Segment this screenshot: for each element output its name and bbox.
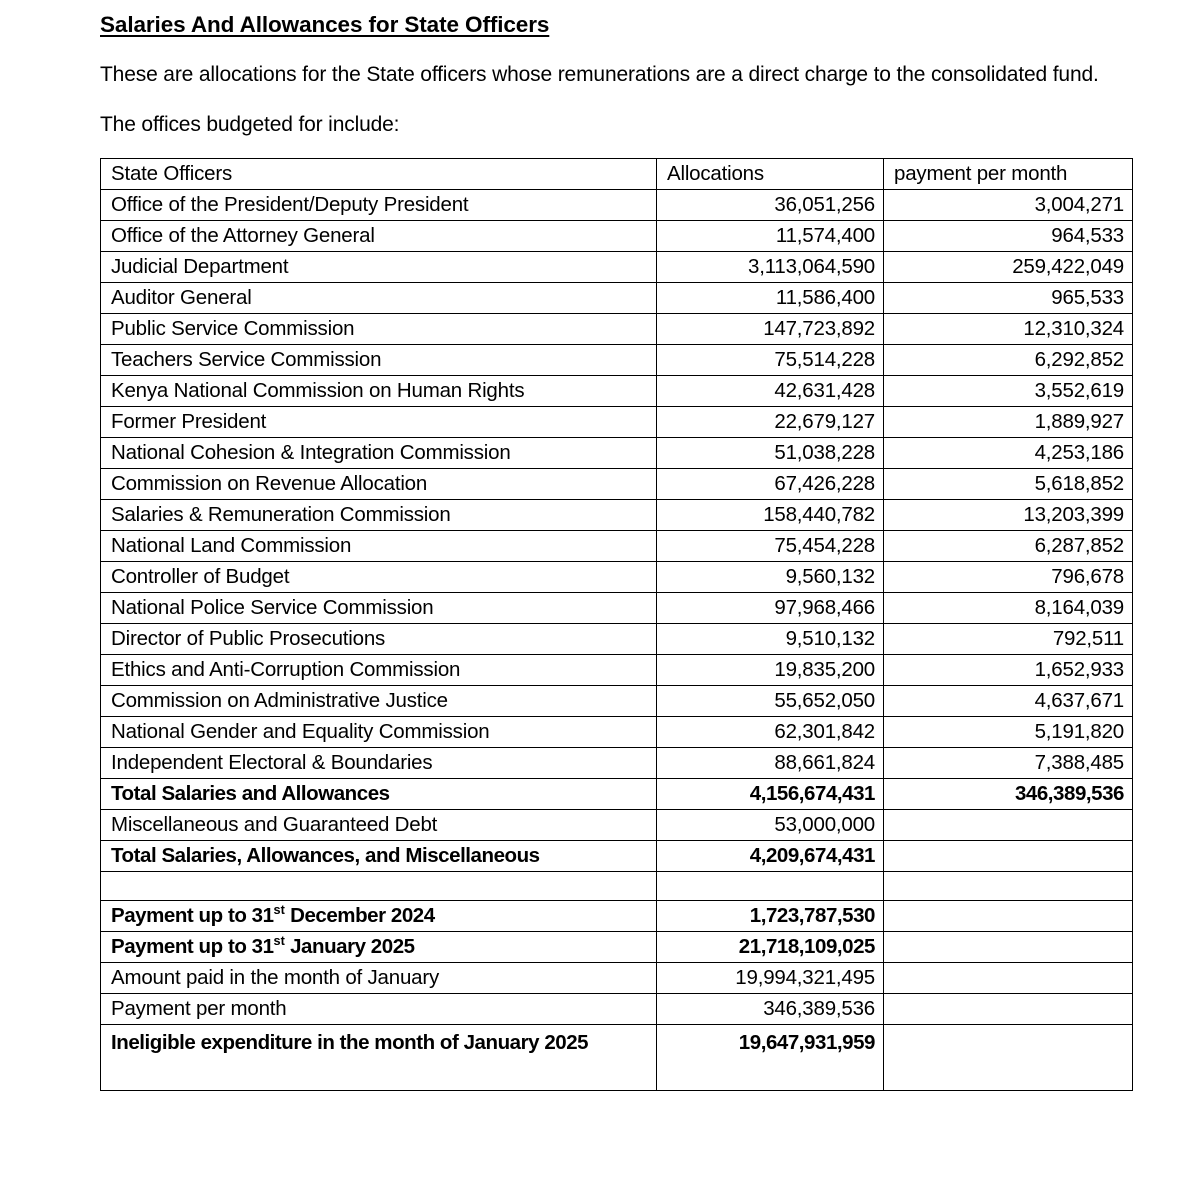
cell-allocation: 9,560,132	[657, 562, 884, 593]
intro-paragraph-2: The offices budgeted for include:	[100, 113, 400, 136]
cell-payment-per-month: 1,889,927	[884, 407, 1133, 438]
table-row	[101, 190, 1133, 221]
cell-payment-per-month: 12,310,324	[884, 314, 1133, 345]
cell-state-officer: Judicial Department	[101, 252, 657, 283]
cell-payment-per-month: 13,203,399	[884, 500, 1133, 531]
cell-payment-per-month: 4,637,671	[884, 686, 1133, 717]
table-row	[101, 252, 1133, 283]
cell-state-officer: Ethics and Anti-Corruption Commission	[101, 655, 657, 686]
table-row	[101, 841, 1133, 872]
cell-state-officer: Payment up to 31st January 2025	[101, 932, 657, 963]
cell-state-officer: Auditor General	[101, 283, 657, 314]
column-header-payment-per-month: payment per month	[884, 159, 1133, 190]
cell-allocation: 147,723,892	[657, 314, 884, 345]
cell-state-officer: Commission on Administrative Justice	[101, 686, 657, 717]
cell-allocation: 19,647,931,959	[657, 1025, 884, 1091]
cell-payment-per-month	[884, 810, 1133, 841]
ordinal-suffix: st	[273, 933, 285, 949]
cell-payment-per-month: 792,511	[884, 624, 1133, 655]
cell-state-officer: Kenya National Commission on Human Rights	[101, 376, 657, 407]
cell-allocation: 3,113,064,590	[657, 252, 884, 283]
cell-allocation: 158,440,782	[657, 500, 884, 531]
table-row	[101, 438, 1133, 469]
cell-payment-per-month: 5,191,820	[884, 717, 1133, 748]
cell-allocation: 75,454,228	[657, 531, 884, 562]
table-row	[101, 562, 1133, 593]
table-row	[101, 345, 1133, 376]
cell-payment-per-month	[884, 932, 1133, 963]
cell-allocation: 9,510,132	[657, 624, 884, 655]
cell-allocation: 67,426,228	[657, 469, 884, 500]
table-row	[101, 963, 1133, 994]
cell-payment-per-month: 796,678	[884, 562, 1133, 593]
cell-state-officer: Amount paid in the month of January	[101, 963, 657, 994]
table-row	[101, 500, 1133, 531]
cell-state-officer: Miscellaneous and Guaranteed Debt	[101, 810, 657, 841]
cell-allocation: 346,389,536	[657, 994, 884, 1025]
intro-paragraph-1: These are allocations for the State officers whose remunerations are a direct charge to the consolidated fund.	[100, 63, 1099, 86]
cell-allocation: 11,574,400	[657, 221, 884, 252]
table-row	[101, 655, 1133, 686]
table-row	[101, 283, 1133, 314]
table-row	[101, 593, 1133, 624]
cell-state-officer: Commission on Revenue Allocation	[101, 469, 657, 500]
cell-state-officer: National Land Commission	[101, 531, 657, 562]
cell-payment-per-month: 5,618,852	[884, 469, 1133, 500]
cell-allocation: 19,994,321,495	[657, 963, 884, 994]
cell-state-officer: National Cohesion & Integration Commission	[101, 438, 657, 469]
cell-allocation: 75,514,228	[657, 345, 884, 376]
cell-allocation: 51,038,228	[657, 438, 884, 469]
cell-payment-per-month	[884, 841, 1133, 872]
cell-allocation: 53,000,000	[657, 810, 884, 841]
cell-state-officer: Teachers Service Commission	[101, 345, 657, 376]
page-title: Salaries And Allowances for State Officers	[100, 12, 550, 37]
table-row	[101, 901, 1133, 932]
cell-state-officer: Former President	[101, 407, 657, 438]
table-row	[101, 314, 1133, 345]
cell-state-officer	[101, 872, 657, 901]
cell-state-officer: Office of the President/Deputy President	[101, 190, 657, 221]
cell-payment-per-month: 4,253,186	[884, 438, 1133, 469]
cell-allocation: 11,586,400	[657, 283, 884, 314]
table-row	[101, 531, 1133, 562]
table-header-row	[101, 159, 1133, 190]
cell-state-officer: National Gender and Equality Commission	[101, 717, 657, 748]
cell-payment-per-month	[884, 901, 1133, 932]
document-content	[100, 0, 1132, 1091]
cell-state-officer: Public Service Commission	[101, 314, 657, 345]
cell-payment-per-month: 346,389,536	[884, 779, 1133, 810]
table-row	[101, 1025, 1133, 1091]
table-row	[101, 748, 1133, 779]
cell-payment-per-month: 259,422,049	[884, 252, 1133, 283]
table-row	[101, 376, 1133, 407]
cell-state-officer: Payment up to 31st December 2024	[101, 901, 657, 932]
cell-allocation: 88,661,824	[657, 748, 884, 779]
cell-payment-per-month: 3,552,619	[884, 376, 1133, 407]
cell-payment-per-month	[884, 1025, 1133, 1091]
cell-payment-per-month: 965,533	[884, 283, 1133, 314]
cell-payment-per-month: 964,533	[884, 221, 1133, 252]
cell-state-officer: Director of Public Prosecutions	[101, 624, 657, 655]
table-body	[101, 190, 1133, 1091]
table-row	[101, 779, 1133, 810]
cell-payment-per-month: 7,388,485	[884, 748, 1133, 779]
table-row	[101, 221, 1133, 252]
cell-state-officer: Payment per month	[101, 994, 657, 1025]
cell-allocation: 19,835,200	[657, 655, 884, 686]
cell-allocation: 4,209,674,431	[657, 841, 884, 872]
cell-state-officer: Salaries & Remuneration Commission	[101, 500, 657, 531]
cell-state-officer: National Police Service Commission	[101, 593, 657, 624]
column-header-state-officers: State Officers	[101, 159, 657, 190]
cell-payment-per-month: 6,287,852	[884, 531, 1133, 562]
cell-payment-per-month	[884, 994, 1133, 1025]
ordinal-suffix: st	[273, 902, 285, 918]
cell-state-officer: Total Salaries and Allowances	[101, 779, 657, 810]
cell-allocation: 21,718,109,025	[657, 932, 884, 963]
cell-payment-per-month	[884, 872, 1133, 901]
cell-allocation: 4,156,674,431	[657, 779, 884, 810]
cell-payment-per-month: 1,652,933	[884, 655, 1133, 686]
cell-allocation: 36,051,256	[657, 190, 884, 221]
cell-allocation: 62,301,842	[657, 717, 884, 748]
cell-state-officer: Office of the Attorney General	[101, 221, 657, 252]
cell-state-officer: Total Salaries, Allowances, and Miscellaneous	[101, 841, 657, 872]
cell-state-officer: Ineligible expenditure in the month of January 2025	[101, 1025, 657, 1091]
cell-state-officer: Controller of Budget	[101, 562, 657, 593]
table-row	[101, 624, 1133, 655]
cell-state-officer: Independent Electoral & Boundaries	[101, 748, 657, 779]
state-officers-budget-table	[100, 158, 1133, 1091]
table-row	[101, 469, 1133, 500]
cell-allocation: 55,652,050	[657, 686, 884, 717]
table-row	[101, 686, 1133, 717]
table-row	[101, 994, 1133, 1025]
cell-payment-per-month: 3,004,271	[884, 190, 1133, 221]
cell-allocation: 42,631,428	[657, 376, 884, 407]
column-header-allocations: Allocations	[657, 159, 884, 190]
cell-payment-per-month: 6,292,852	[884, 345, 1133, 376]
cell-allocation	[657, 872, 884, 901]
table-row	[101, 872, 1133, 901]
cell-payment-per-month	[884, 963, 1133, 994]
table-row	[101, 407, 1133, 438]
table-row	[101, 932, 1133, 963]
table-row	[101, 810, 1133, 841]
cell-allocation: 22,679,127	[657, 407, 884, 438]
cell-allocation: 97,968,466	[657, 593, 884, 624]
cell-allocation: 1,723,787,530	[657, 901, 884, 932]
table-row	[101, 717, 1133, 748]
cell-payment-per-month: 8,164,039	[884, 593, 1133, 624]
table-header	[101, 159, 1133, 190]
